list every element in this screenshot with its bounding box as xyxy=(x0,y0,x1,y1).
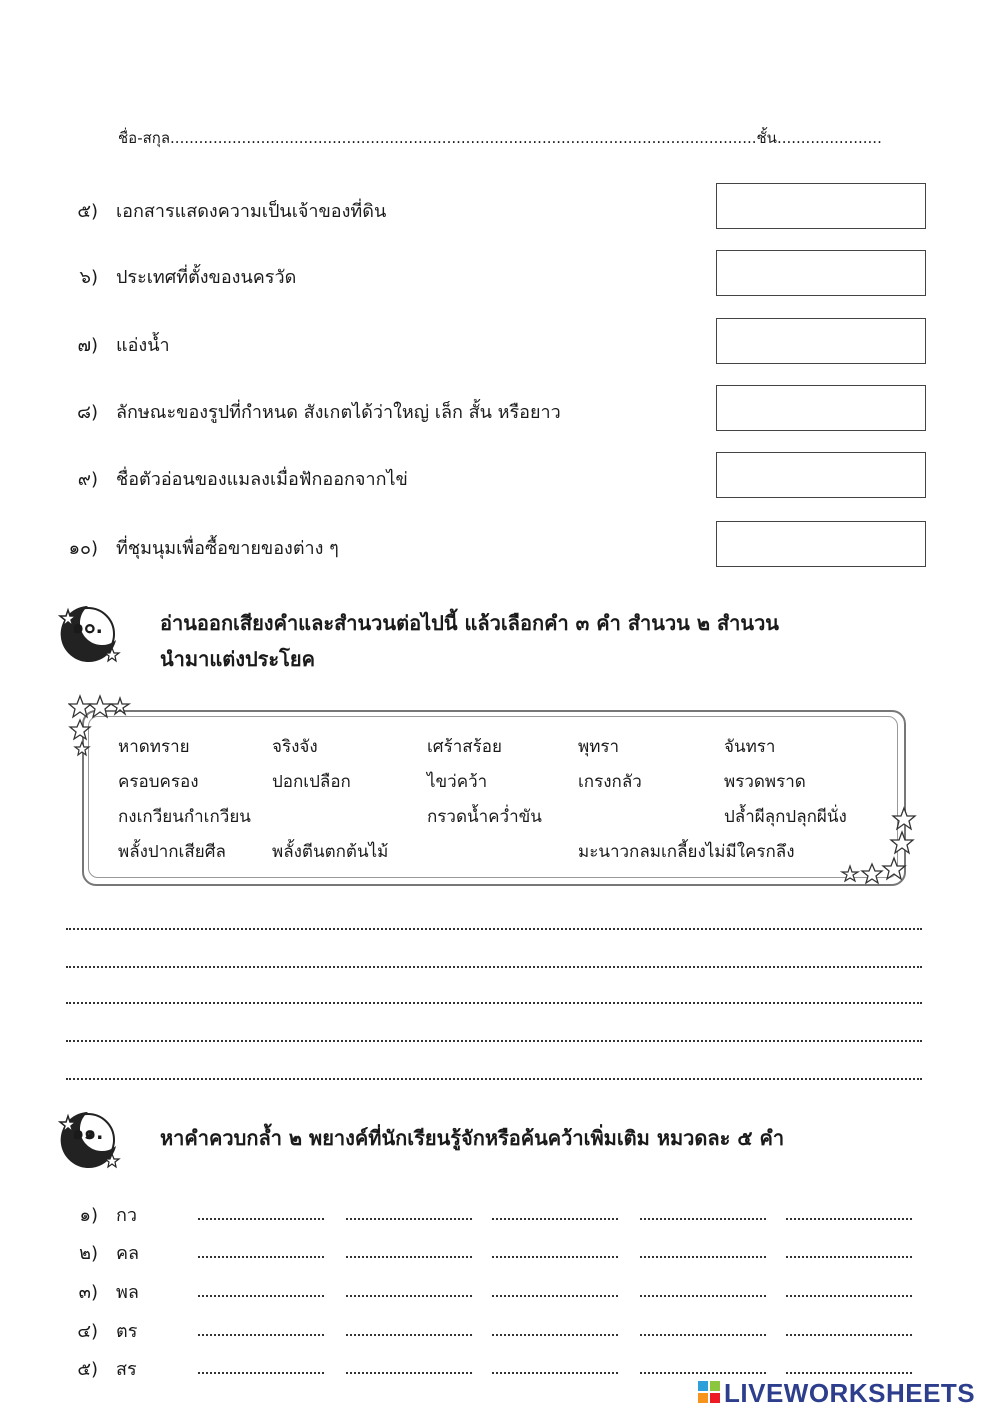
question-text: ลักษณะของรูปที่กำหนด สังเกตได้ว่าใหญ่ เล็ก สั้น หรือยาว xyxy=(116,402,561,423)
row-label: พล xyxy=(116,1282,139,1303)
liveworksheets-watermark xyxy=(698,1378,994,1408)
row-number: ๑) xyxy=(79,1205,98,1226)
section-title: หาคำควบกล้ำ ๒ พยางค์ที่นักเรียนรู้จักหรือค้นคว้าเพิ่มเติม หมวดละ ๕ คำ xyxy=(160,1126,785,1150)
answer-box-10[interactable] xyxy=(716,521,926,567)
answer-blank[interactable] xyxy=(492,1256,618,1258)
row-number: ๕) xyxy=(77,1359,98,1380)
question-text: ประเทศที่ตั้งของนครวัด xyxy=(116,267,297,288)
answer-box-5[interactable] xyxy=(716,183,926,229)
writing-line[interactable] xyxy=(66,1078,922,1080)
row-number: ๒) xyxy=(79,1243,98,1264)
word-item: ไขว่คว้า xyxy=(427,772,488,792)
writing-line[interactable] xyxy=(66,928,922,930)
answer-blank[interactable] xyxy=(640,1372,766,1374)
writing-line[interactable] xyxy=(66,966,922,968)
answer-blank[interactable] xyxy=(346,1372,472,1374)
section-number: ๑๐. xyxy=(72,616,103,638)
question-text: แอ่งน้ำ xyxy=(116,335,170,356)
answer-box-8[interactable] xyxy=(716,385,926,431)
question-number: ๕) xyxy=(77,201,98,222)
answer-blank[interactable] xyxy=(640,1256,766,1258)
answer-blank[interactable] xyxy=(786,1295,912,1297)
writing-line[interactable] xyxy=(66,1040,922,1042)
answer-blank[interactable] xyxy=(492,1295,618,1297)
answer-box-7[interactable] xyxy=(716,318,926,364)
question-number: ๖) xyxy=(79,267,98,288)
row-label: ตร xyxy=(116,1321,138,1342)
section-title: อ่านออกเสียงคำและสำนวนต่อไปนี้ แล้วเลือกคำ ๓ คำ สำนวน ๒ สำนวน xyxy=(160,611,779,635)
word-item: พลั้งปากเสียศีล xyxy=(118,842,226,862)
word-item: เกรงกลัว xyxy=(578,772,642,792)
word-item: กรวดน้ำคว่ำขัน xyxy=(427,807,542,827)
answer-blank[interactable] xyxy=(198,1295,324,1297)
answer-blank[interactable] xyxy=(786,1256,912,1258)
answer-blank[interactable] xyxy=(492,1334,618,1336)
row-label: กว xyxy=(116,1205,138,1226)
answer-blank[interactable] xyxy=(786,1334,912,1336)
word-item: พลั้งตีนตกต้นไม้ xyxy=(272,842,389,862)
answer-blank[interactable] xyxy=(198,1218,324,1220)
answer-blank[interactable] xyxy=(198,1372,324,1374)
name-class-line: ชื่อ-สกุล...........................................................................................................................ชั้น...................... xyxy=(118,129,882,147)
answer-blank[interactable] xyxy=(346,1295,472,1297)
answer-blank[interactable] xyxy=(346,1334,472,1336)
question-number: ๙) xyxy=(77,469,98,490)
row-label: สร xyxy=(116,1359,137,1380)
section-number: ๑๑. xyxy=(72,1122,104,1144)
word-item: พุทรา xyxy=(578,737,620,757)
word-item: ครอบครอง xyxy=(118,772,199,792)
answer-blank[interactable] xyxy=(198,1334,324,1336)
answer-blank[interactable] xyxy=(640,1334,766,1336)
row-number: ๔) xyxy=(77,1321,98,1342)
word-item: ปล้ำผีลุกปลุกผีนั่ง xyxy=(724,807,847,827)
question-text: เอกสารแสดงความเป็นเจ้าของที่ดิน xyxy=(116,201,387,222)
answer-blank[interactable] xyxy=(492,1218,618,1220)
answer-blank[interactable] xyxy=(346,1256,472,1258)
stars-decoration-icon xyxy=(834,800,924,892)
word-item: จริงจัง xyxy=(272,737,318,757)
answer-blank[interactable] xyxy=(640,1295,766,1297)
answer-blank[interactable] xyxy=(640,1218,766,1220)
answer-box-9[interactable] xyxy=(716,452,926,498)
row-number: ๓) xyxy=(78,1282,98,1303)
question-number: ๑๐) xyxy=(68,538,98,559)
section-subtitle: นำมาแต่งประโยค xyxy=(160,647,315,671)
watermark-text: LIVEWORKSHEETS xyxy=(724,1377,976,1408)
writing-line[interactable] xyxy=(66,1002,922,1004)
word-item: พรวดพราด xyxy=(724,772,806,792)
question-number: ๗) xyxy=(77,335,98,356)
word-item: กงเกวียนกำเกวียน xyxy=(118,807,251,827)
question-number: ๘) xyxy=(77,402,98,423)
word-item: มะนาวกลมเกลี้ยงไม่มีใครกลึง xyxy=(578,842,795,862)
question-text: ชื่อตัวอ่อนของแมลงเมื่อฟักออกจากไข่ xyxy=(116,469,408,490)
word-item: หาดทราย xyxy=(118,737,190,757)
liveworksheets-logo-icon xyxy=(698,1381,720,1405)
answer-blank[interactable] xyxy=(786,1372,912,1374)
row-label: คล xyxy=(116,1243,140,1264)
answer-blank[interactable] xyxy=(492,1372,618,1374)
answer-blank[interactable] xyxy=(198,1256,324,1258)
answer-blank[interactable] xyxy=(786,1218,912,1220)
word-item: เศร้าสร้อย xyxy=(427,737,502,757)
word-item: ปอกเปลือก xyxy=(272,772,351,792)
answer-box-6[interactable] xyxy=(716,250,926,296)
answer-blank[interactable] xyxy=(346,1218,472,1220)
word-item: จันทรา xyxy=(724,737,776,757)
question-text: ที่ชุมนุมเพื่อซื้อขายของต่าง ๆ xyxy=(116,538,339,559)
